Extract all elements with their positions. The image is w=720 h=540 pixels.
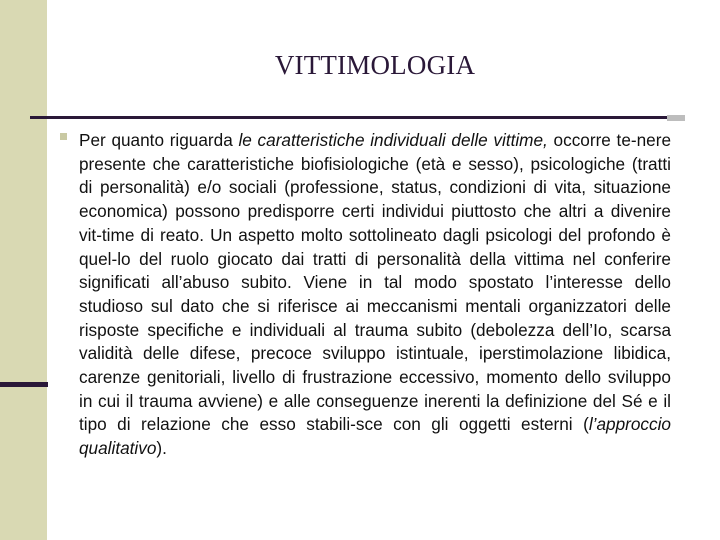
body-text-segment: ).: [156, 438, 167, 459]
body-text-italic-segment: l’approccio qualitativo: [79, 414, 671, 459]
body-text-segment: occorre te-nere presente che caratteristiche biofisiologiche (età e sesso), psicologiche (tratti di personalità) e/o sociali (professione, status, condizioni di vita, situazione economica) possono predisporre certi individui piuttosto che altri a divenire vit-time di reato. Un aspetto molto sottolineato dagli psicologi del profondo è quel-lo del ruolo giocato dai tratti di personalità della vittima nel conferire significati all’abuso subito. Viene in tal modo spostato l’interesse dello studioso sul dato che si riferisce ai meccanismi mentali organizzatori delle risposte specifiche e individuali al trauma subito (debolezza dell’Io, scarsa validità delle difese, precoce sviluppo istintuale, iperstimolazione libidica, carenze genitoriali, livello di frustrazione eccessivo, momento dello sviluppo in cui il trauma avviene) e alle conseguenze inerenti la definizione del Sé e il tipo di relazione che esso stabili-sce con gli oggetti esterni (: [79, 130, 672, 435]
body-text-segment: Per quanto riguarda: [79, 130, 239, 150]
title-divider-line: [30, 116, 670, 119]
left-accent-bar: [0, 382, 48, 387]
slide-title: VITTIMOLOGIA: [274, 50, 476, 80]
left-decorative-band: [0, 0, 47, 540]
square-bullet-icon: [60, 133, 67, 140]
title-divider-end-block: [667, 115, 685, 121]
body-text-italic-segment: le caratteristiche individuali delle vittime,: [238, 130, 548, 150]
body-paragraph: [79, 129, 671, 461]
